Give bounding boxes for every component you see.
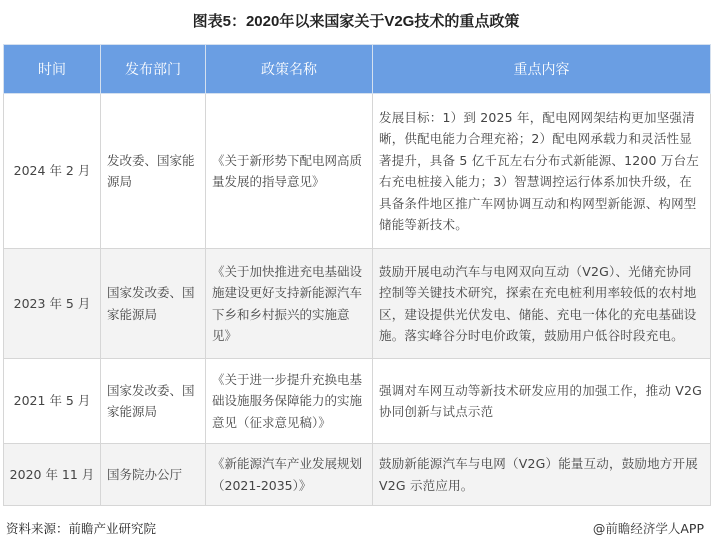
table-row bbox=[4, 94, 711, 249]
chart-title: 图表5：2020年以来国家关于V2G技术的重点政策 bbox=[192, 13, 520, 30]
cell-policy: 《关于进一步提升充换电基础设施服务保障能力的实施意见（征求意见稿）》 bbox=[206, 359, 373, 444]
cell-time: 2020 年 11 月 bbox=[4, 444, 101, 506]
header-policy: 政策名称 bbox=[206, 45, 373, 94]
table-row bbox=[4, 359, 711, 444]
credit-note: @前瞻经济学人APP bbox=[592, 521, 704, 536]
cell-dept: 国务院办公厅 bbox=[101, 444, 206, 506]
cell-time: 2024 年 2 月 bbox=[4, 94, 101, 249]
cell-content: 发展目标：1）到 2025 年，配电网网架结构更加坚强清晰，供配电能力合理充裕；2）配电网承载力和灵活性显著提升，具备 5 亿千瓦左右分布式新能源、1200 万台左右充电桩接入能力；3）智慧调控运行体系加快升级，在具备条件地区推广车网协调互动和构网型新能源、构网型储能等新技术。 bbox=[373, 94, 711, 249]
source-note: 资料来源：前瞻产业研究院 bbox=[6, 521, 157, 536]
header-content: 重点内容 bbox=[373, 45, 711, 94]
cell-policy: 《关于加快推进充电基础设施建设更好支持新能源汽车下乡和乡村振兴的实施意见》 bbox=[206, 249, 373, 359]
policy-table bbox=[3, 44, 711, 506]
table-row bbox=[4, 444, 711, 506]
header-dept: 发布部门 bbox=[101, 45, 206, 94]
cell-content: 鼓励新能源汽车与电网（V2G）能量互动，鼓励地方开展 V2G 示范应用。 bbox=[373, 444, 711, 506]
cell-content: 强调对车网互动等新技术研发应用的加强工作，推动 V2G 协同创新与试点示范 bbox=[373, 359, 711, 444]
cell-time: 2023 年 5 月 bbox=[4, 249, 101, 359]
table-row bbox=[4, 249, 711, 359]
cell-dept: 发改委、国家能源局 bbox=[101, 94, 206, 249]
cell-policy: 《新能源汽车产业发展规划（2021-2035）》 bbox=[206, 444, 373, 506]
header-time: 时间 bbox=[4, 45, 101, 94]
table-header-row bbox=[4, 45, 711, 94]
cell-dept: 国家发改委、国家能源局 bbox=[101, 249, 206, 359]
cell-time: 2021 年 5 月 bbox=[4, 359, 101, 444]
cell-content: 鼓励开展电动汽车与电网双向互动（V2G）、光储充协同控制等关键技术研究，探索在充电桩利用率较低的农村地区，建设提供光伏发电、储能、充电一体化的充电基础设施。落实峰谷分时电价政策，鼓励用户低谷时段充电。 bbox=[373, 249, 711, 359]
cell-dept: 国家发改委、国家能源局 bbox=[101, 359, 206, 444]
cell-policy: 《关于新形势下配电网高质量发展的指导意见》 bbox=[206, 94, 373, 249]
